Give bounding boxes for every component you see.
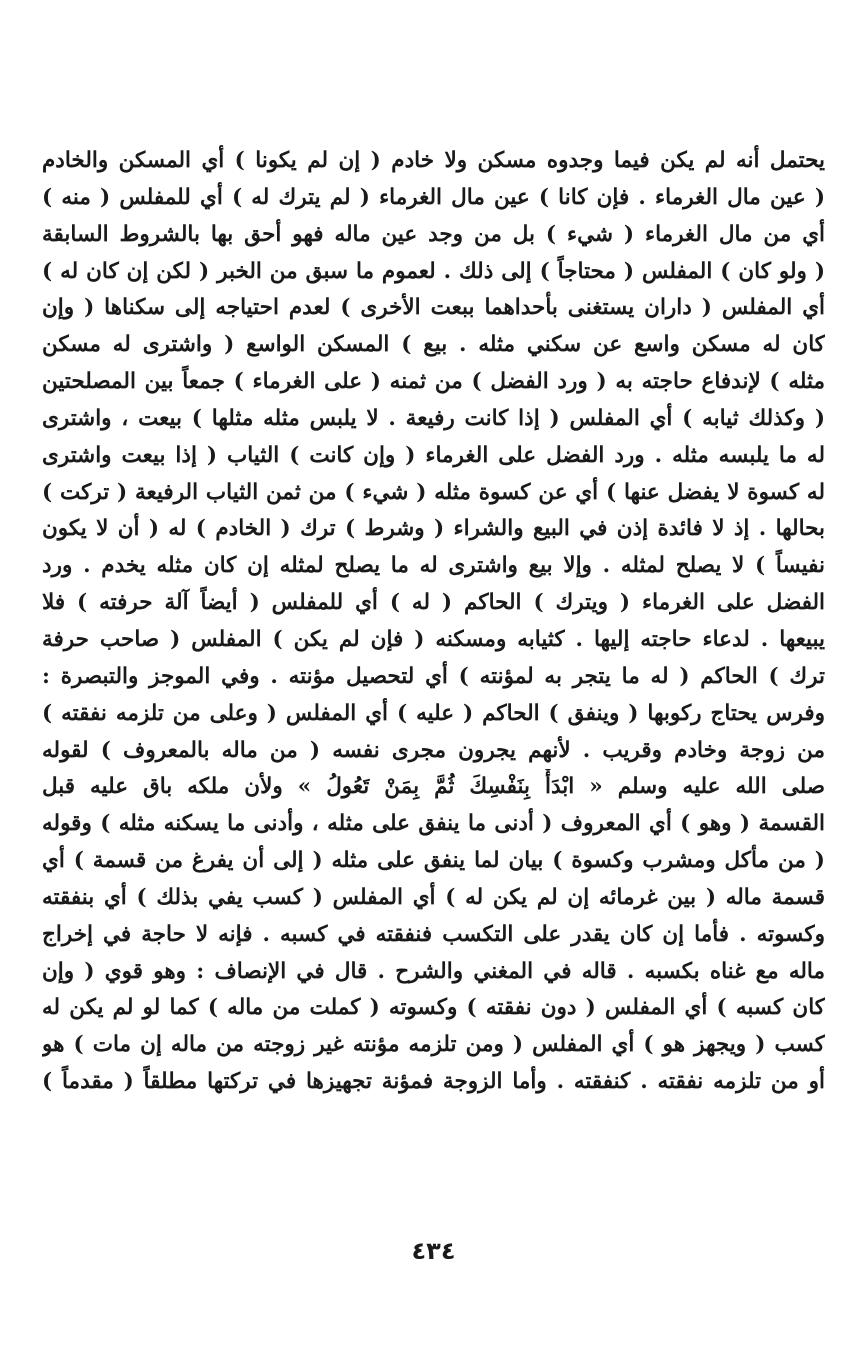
text-line: له ما يلبسه مثله . ورد الفضل على الغرماء ( وإن كانت ) الثياب ( إذا بيعت واشترى [42, 442, 825, 468]
text-line: أي المفلس ( داران يستغنى بأحداهما ببعت الأخرى ) لعدم احتياجه إلى سكناها ( وإن [42, 295, 825, 321]
text-line: كان كسبه ) أي المفلس ( دون نفقته ) وكسوته ( كملت من ماله ) كما لو لم يكن له [42, 995, 825, 1021]
text-line: أو من تلزمه نفقته . كنفقته . وأما الزوجة فمؤنة تجهيزها في تركتها مطلقاً ( مقدماً ) [42, 1069, 825, 1095]
text-line: مثله ) لإندفاع حاجته به ( ورد الفضل ) من ثمنه ( على الغرماء ) جمعاً بين المصلحتين [42, 369, 825, 395]
text-line: أي من مال الغرماء ( شيء ) بل من وجد عين ماله فهو أحق بها بالشروط السابقة [42, 221, 825, 247]
page-number: ٤٣٤ [411, 1237, 456, 1265]
text-line: ( عين مال الغرماء . فإن كانا ) عين مال الغرماء ( لم يترك له ) أي للمفلس ( منه ) [42, 184, 825, 210]
text-line: وفرس يحتاج ركوبها ( وينفق ) الحاكم ( عليه ) أي المفلس ( وعلى من تلزمه نفقته ) [42, 700, 825, 726]
text-line: القسمة ( وهو ) أي المعروف ( أدنى ما ينفق على مثله ، وأدنى ما يسكنه مثله ) وقوله [42, 811, 825, 837]
text-line: له كسوة لا يفضل عنها ) أي عن كسوة مثله ( شيء ) من ثمن الثياب الرفيعة ( تركت ) [42, 479, 825, 505]
text-line: من زوجة وخادم وقريب . لأنهم يجرون مجرى نفسه ( من ماله بالمعروف ) لقوله [42, 737, 825, 763]
text-line: بحالها . إذ لا فائدة إذن في البيع والشراء ( وشرط ) ترك ( الخادم ) له ( أن لا يكون [42, 516, 825, 542]
text-line: ( من مأكل ومشرب وكسوة ) بيان لما ينفق على مثله ( إلى أن يفرغ من قسمة ) أي [42, 848, 825, 874]
text-line: كسب ( ويجهز هو ) أي المفلس ( ومن تلزمه مؤنته غير زوجته من ماله إن مات ) هو [42, 1032, 825, 1058]
text-line: ترك ) الحاكم ( له ما يتجر به لمؤنته ) أي لتحصيل مؤنته . وفي الموجز والتبصرة : [42, 663, 825, 689]
text-line: قسمة ماله ( بين غرمائه إن لم يكن له ) أي المفلس ( كسب يفي بذلك ) أي بنفقته [42, 884, 825, 910]
text-line: كان له مسكن واسع عن سكني مثله . بيع ) المسكن الواسع ( واشترى له مسكن [42, 332, 825, 358]
text-line: نفيساً ) لا يصلح لمثله . وإلا بيع واشترى له ما يصلح لمثله إن كان مثله يخدم . ورد [42, 553, 825, 579]
text-line: ( ولو كان ) المفلس ( محتاجاً ) إلى ذلك . لعموم ما سبق من الخبر ( لكن إن كان له ) [42, 258, 825, 284]
text-line: ( وكذلك ثيابه ) أي المفلس ( إذا كانت رفيعة . لا يلبس مثله مثلها ) بيعت ، واشترى [42, 405, 825, 431]
text-line: الفضل على الغرماء ( ويترك ) الحاكم ( له ) أي للمفلس ( أيضاً آلة حرفته ) فلا [42, 590, 825, 616]
text-line: وكسوته . فأما إن كان يقدر على التكسب فنفقته في كسبه . فإنه لا حاجة في إخراج [42, 921, 825, 947]
text-line: ماله مع غناه بكسبه . قاله في المغني والشرح . قال في الإنصاف : وهو قوي ( وإن [42, 958, 825, 984]
text-line: صلى الله عليه وسلم « ابْدَأْ بِنَفْسِكَ ثُمَّ بِمَنْ تَعُولُ » ولأن ملكه باق عليه قبل [42, 774, 825, 800]
text-line: يبيعها . لدعاء حاجته إليها . كثيابه ومسكنه ( فإن لم يكن ) المفلس ( صاحب حرفة [42, 626, 825, 652]
text-line: يحتمل أنه لم يكن فيما وجدوه مسكن ولا خادم ( إن لم يكونا ) أي المسكن والخادم [42, 148, 825, 173]
main-text-block [42, 143, 825, 1101]
